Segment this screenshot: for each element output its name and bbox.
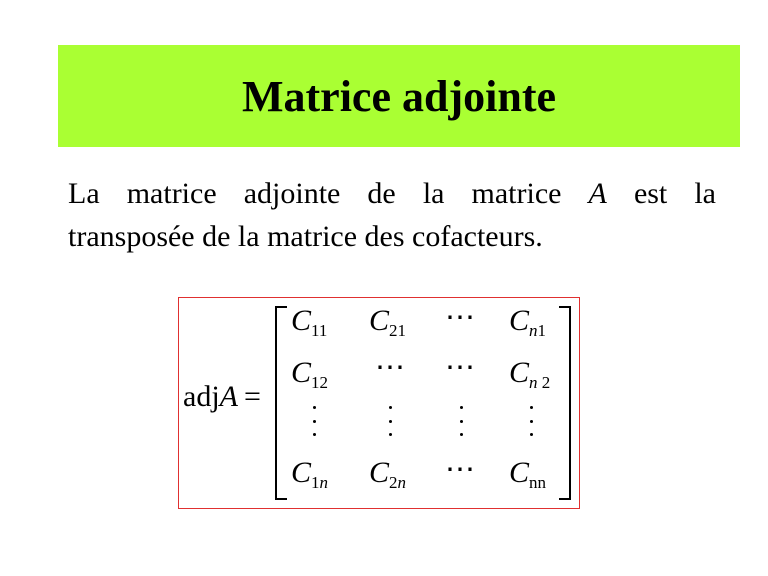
cell-index: nn: [529, 473, 547, 492]
word: est: [633, 177, 668, 210]
cell-symbol: C: [291, 304, 312, 337]
cell-symbol: C: [509, 456, 530, 489]
matrix-cell-C21: [369, 304, 406, 341]
matrix-cell-C2n: [369, 456, 406, 493]
cell-index: 21: [389, 321, 407, 340]
cell-index: 12: [311, 373, 329, 392]
left-bracket: [275, 306, 287, 500]
cell-index-num: 2: [389, 473, 398, 492]
word: la: [422, 177, 445, 210]
paragraph-line-1: [68, 172, 716, 215]
matrix-cell-vdots: [389, 406, 393, 436]
matrix-cell-Cn1: [509, 304, 546, 341]
word: la: [694, 177, 716, 210]
matrix-cell-vdots: [530, 406, 534, 436]
cell-index-num: 1: [311, 473, 320, 492]
word: de: [367, 177, 396, 210]
matrix-cell-C1n: [291, 456, 328, 493]
title-banner: [58, 45, 740, 147]
lhs-variable: A: [219, 380, 238, 413]
paragraph-line-2: transposée de la matrice des cofacteurs.: [68, 220, 543, 253]
cell-index: 11: [311, 321, 328, 340]
cell-symbol: C: [509, 356, 530, 389]
cell-index-var: n: [529, 373, 538, 392]
matrix-cell-Cn2: [509, 356, 550, 393]
slide-title: Matrice adjointe: [242, 71, 556, 121]
cell-index-num: 2: [541, 373, 551, 392]
cell-index-var: n: [529, 321, 538, 340]
matrix-cell-hdots: ⋯: [445, 453, 475, 486]
matrix-cell-hdots: ⋯: [445, 301, 475, 334]
cell-symbol: C: [369, 456, 390, 489]
formula-lhs: [183, 380, 261, 414]
matrix-variable: A: [588, 177, 607, 210]
matrix-cell-C12: [291, 356, 328, 393]
word: matrice: [126, 177, 217, 210]
matrix-cell-vdots: [460, 406, 464, 436]
cell-index-var: n: [319, 473, 329, 492]
matrix-cell-Cnn: [509, 456, 546, 493]
matrix-cell-hdots: ⋯: [375, 351, 405, 384]
cell-symbol: C: [369, 304, 390, 337]
adj-operator: adj: [183, 380, 220, 413]
word: adjointe: [243, 177, 341, 210]
cell-symbol: C: [509, 304, 530, 337]
matrix-cell-C11: [291, 304, 327, 341]
matrix-cell-hdots: ⋯: [445, 351, 475, 384]
word: matrice: [471, 177, 562, 210]
cell-index-var: n: [397, 473, 407, 492]
right-bracket: [559, 306, 571, 500]
definition-paragraph: [68, 172, 716, 258]
cell-symbol: C: [291, 356, 312, 389]
equals-sign: =: [243, 380, 261, 413]
cell-symbol: C: [291, 456, 312, 489]
word: La: [68, 177, 100, 210]
matrix-cell-vdots: [313, 406, 317, 436]
adjoint-formula-box: [178, 297, 580, 509]
cell-index-num: 1: [537, 321, 547, 340]
